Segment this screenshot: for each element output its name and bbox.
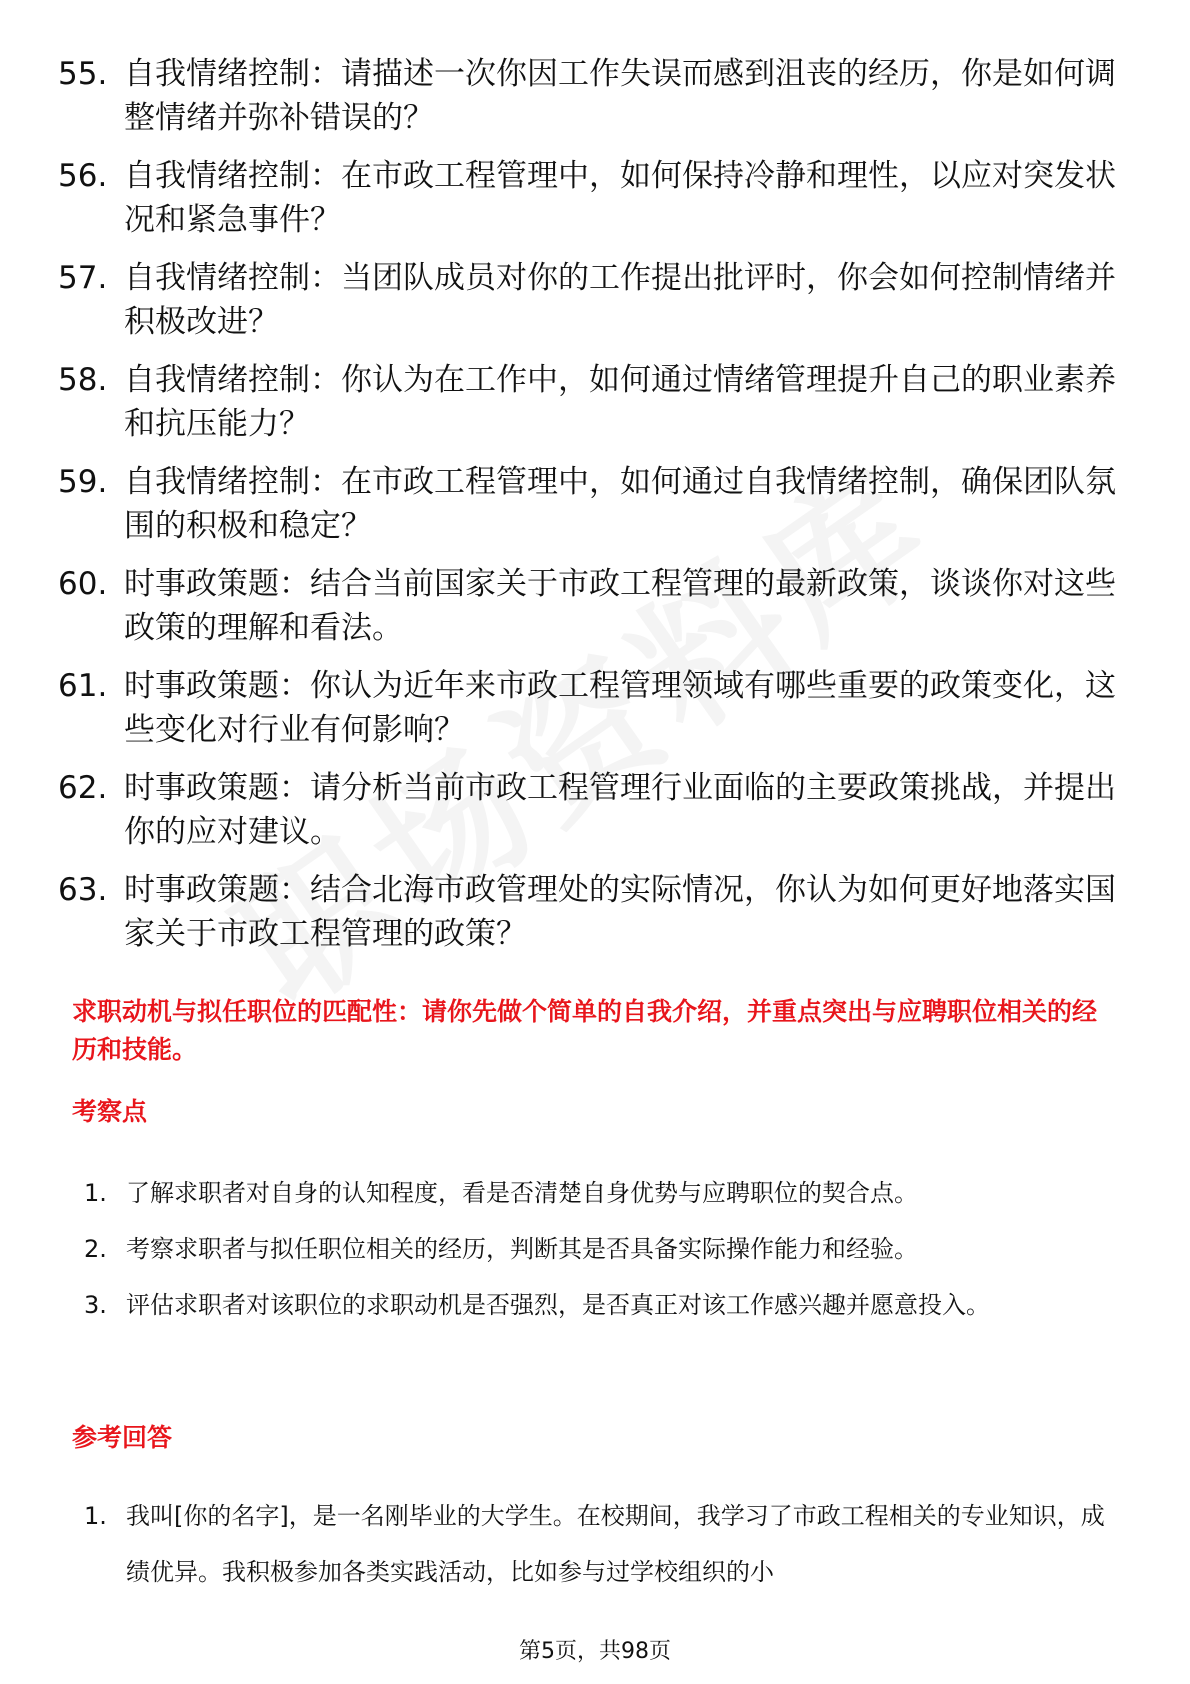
assessment-item — [84, 1221, 1118, 1277]
question-number: 63. — [58, 872, 108, 908]
question-text: 时事政策题：你认为近年来市政工程管理领域有哪些重要的政策变化，这些变化对行业有何影响？ — [124, 668, 1116, 748]
question-number: 55. — [58, 56, 108, 92]
assessment-item — [84, 1277, 1118, 1333]
reference-list — [84, 1488, 1118, 1600]
item-number: 2. — [84, 1235, 107, 1263]
question-text: 自我情绪控制：你认为在工作中，如何通过情绪管理提升自己的职业素养和抗压能力？ — [124, 362, 1116, 442]
item-number: 1. — [84, 1502, 107, 1530]
assessment-list — [84, 1165, 1118, 1333]
question-number: 62. — [58, 770, 108, 806]
question-item — [58, 664, 1118, 752]
question-item — [58, 766, 1118, 854]
item-text: 考察求职者与拟任职位相关的经历，判断其是否具备实际操作能力和经验。 — [126, 1235, 918, 1263]
question-number: 57. — [58, 260, 108, 296]
section-title: 求职动机与拟任职位的匹配性：请你先做个简单的自我介绍，并重点突出与应聘职位相关的经历和技能。 — [72, 997, 1098, 1064]
question-number: 61. — [58, 668, 108, 704]
question-item — [58, 52, 1118, 140]
item-text: 评估求职者对该职位的求职动机是否强烈，是否真正对该工作感兴趣并愿意投入。 — [126, 1291, 990, 1319]
page-footer: 第5页，共98页 — [519, 1639, 671, 1664]
question-text: 时事政策题：结合当前国家关于市政工程管理的最新政策，谈谈你对这些政策的理解和看法。 — [124, 566, 1116, 646]
assessment-heading: 考察点 — [72, 1097, 148, 1126]
assessment-item — [84, 1165, 1118, 1221]
question-item — [58, 562, 1118, 650]
question-text: 时事政策题：请分析当前市政工程管理行业面临的主要政策挑战，并提出你的应对建议。 — [124, 770, 1116, 850]
question-item — [58, 358, 1118, 446]
item-number: 1. — [84, 1179, 107, 1207]
question-text: 自我情绪控制：在市政工程管理中，如何通过自我情绪控制，确保团队氛围的积极和稳定？ — [124, 464, 1116, 544]
item-text: 我叫[你的名字]，是一名刚毕业的大学生。在校期间，我学习了市政工程相关的专业知识，成绩优异。我积极参加各类实践活动，比如参与过学校组织的小 — [126, 1502, 1105, 1586]
item-number: 3. — [84, 1291, 107, 1319]
question-number: 60. — [58, 566, 108, 602]
question-text: 自我情绪控制：在市政工程管理中，如何保持冷静和理性，以应对突发状况和紧急事件？ — [124, 158, 1116, 238]
question-text: 自我情绪控制：当团队成员对你的工作提出批评时，你会如何控制情绪并积极改进？ — [124, 260, 1116, 340]
question-number: 58. — [58, 362, 108, 398]
question-number: 56. — [58, 158, 108, 194]
question-item — [58, 154, 1118, 242]
question-text: 时事政策题：结合北海市政管理处的实际情况，你认为如何更好地落实国家关于市政工程管理的政策？ — [124, 872, 1116, 952]
question-item — [58, 868, 1118, 956]
reference-heading: 参考回答 — [72, 1423, 173, 1452]
question-item — [58, 256, 1118, 344]
question-item — [58, 460, 1118, 548]
question-text: 自我情绪控制：请描述一次你因工作失误而感到沮丧的经历，你是如何调整情绪并弥补错误的？ — [124, 56, 1116, 136]
question-list — [58, 52, 1118, 970]
question-number: 59. — [58, 464, 108, 500]
reference-item — [84, 1488, 1118, 1600]
item-text: 了解求职者对自身的认知程度，看是否清楚自身优势与应聘职位的契合点。 — [126, 1179, 918, 1207]
